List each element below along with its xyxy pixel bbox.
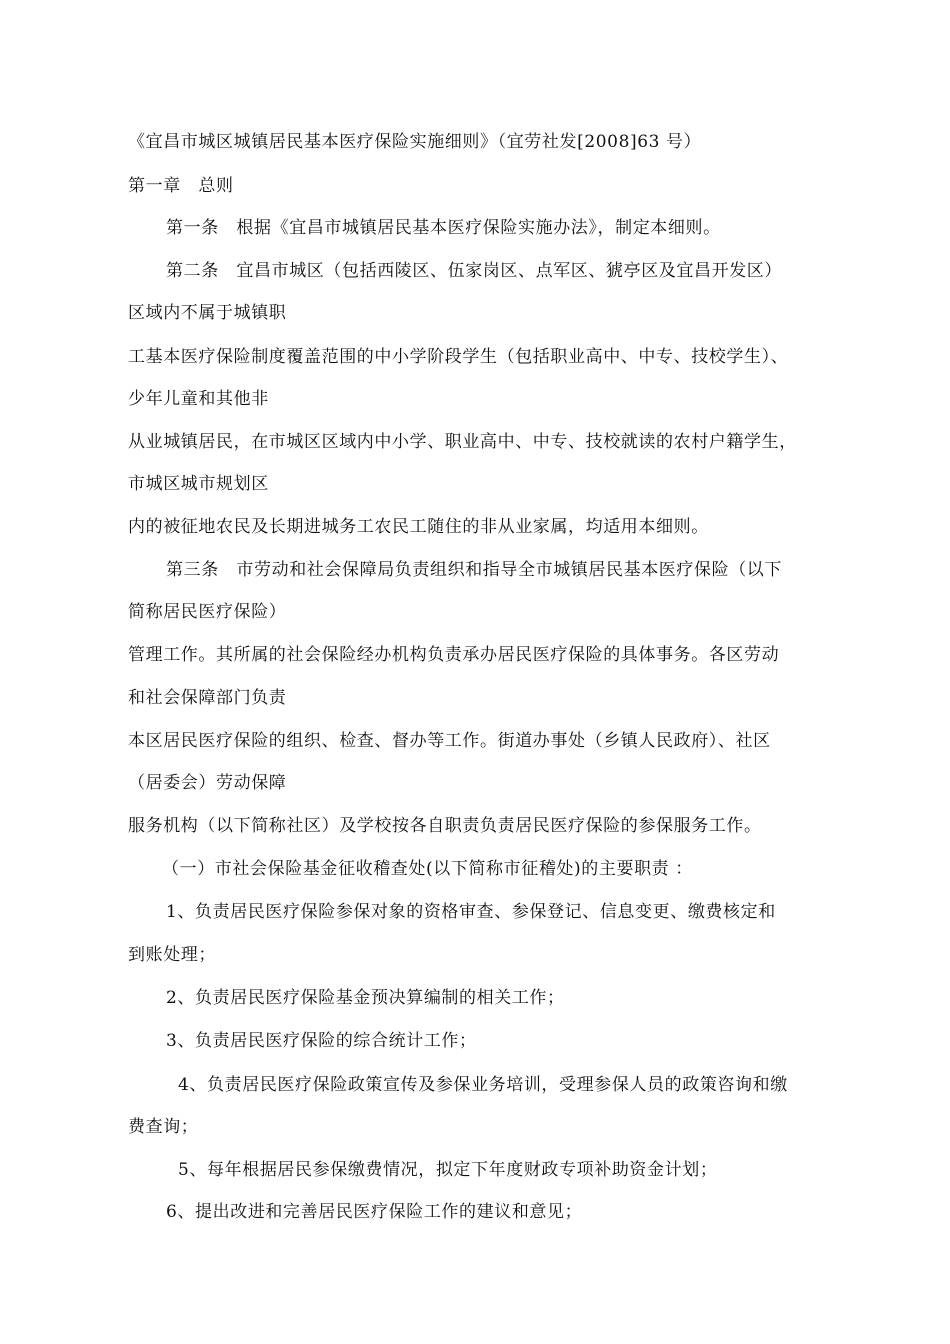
chapter-heading: 第一章 总则	[128, 176, 234, 196]
duty-1-line-1: 1、负责居民医疗保险参保对象的资格审查、参保登记、信息变更、缴费核定和	[166, 902, 776, 922]
document-title: 《宜昌市城区城镇居民基本医疗保险实施细则》（宜劳社发[2008]63 号）	[128, 132, 702, 152]
section-1-heading: （一）市社会保险基金征收稽查处(以下简称市征稽处)的主要职责 ：	[162, 859, 693, 879]
article-3-line-2: 简称居民医疗保险）	[128, 602, 287, 622]
article-3-line-1: 第三条 市劳动和社会保障局负责组织和指导全市城镇居民基本医疗保险（以下	[166, 560, 782, 580]
article-2-line-4: 少年儿童和其他非	[128, 389, 269, 409]
article-3-line-6: （居委会）劳动保障	[128, 773, 287, 793]
duty-2: 2、负责居民医疗保险基金预决算编制的相关工作；	[166, 988, 565, 1008]
article-3-line-5: 本区居民医疗保险的组织、检查、督办等工作。街道办事处（乡镇人民政府）、社区	[128, 731, 771, 751]
article-3-line-7: 服务机构（以下简称社区）及学校按各自职责负责居民医疗保险的参保服务工作。	[128, 816, 762, 836]
duty-3: 3、负责居民医疗保险的综合统计工作；	[166, 1031, 477, 1051]
duty-1-line-2: 到账处理；	[128, 945, 216, 965]
duty-4-line-2: 费查询；	[128, 1117, 199, 1137]
article-1: 第一条 根据《宜昌市城镇居民基本医疗保险实施办法》，制定本细则。	[166, 218, 721, 238]
duty-6: 6、提出改进和完善居民医疗保险工作的建议和意见；	[166, 1202, 583, 1222]
duty-4-line-1: 4、负责居民医疗保险政策宣传及参保业务培训，受理参保人员的政策咨询和缴	[178, 1075, 788, 1095]
article-2-line-5: 从业城镇居民，在市城区区域内中小学、职业高中、中专、技校就读的农村户籍学生，	[128, 432, 797, 452]
duty-5: 5、每年根据居民参保缴费情况，拟定下年度财政专项补助资金计划；	[178, 1160, 718, 1180]
article-2-line-2: 区域内不属于城镇职	[128, 303, 287, 323]
article-3-line-4: 和社会保障部门负责	[128, 688, 287, 708]
article-2-line-3: 工基本医疗保险制度覆盖范围的中小学阶段学生（包括职业高中、中专、技校学生）、	[128, 347, 789, 367]
article-2-line-6: 市城区城市规划区	[128, 474, 269, 494]
article-2-line-7: 内的被征地农民及长期进城务工农民工随住的非从业家属，均适用本细则。	[128, 517, 709, 537]
article-3-line-3: 管理工作。其所属的社会保险经办机构负责承办居民医疗保险的具体事务。各区劳动	[128, 645, 780, 665]
article-2-line-1: 第二条 宜昌市城区（包括西陵区、伍家岗区、点军区、猇亭区及宜昌开发区）	[166, 261, 782, 281]
